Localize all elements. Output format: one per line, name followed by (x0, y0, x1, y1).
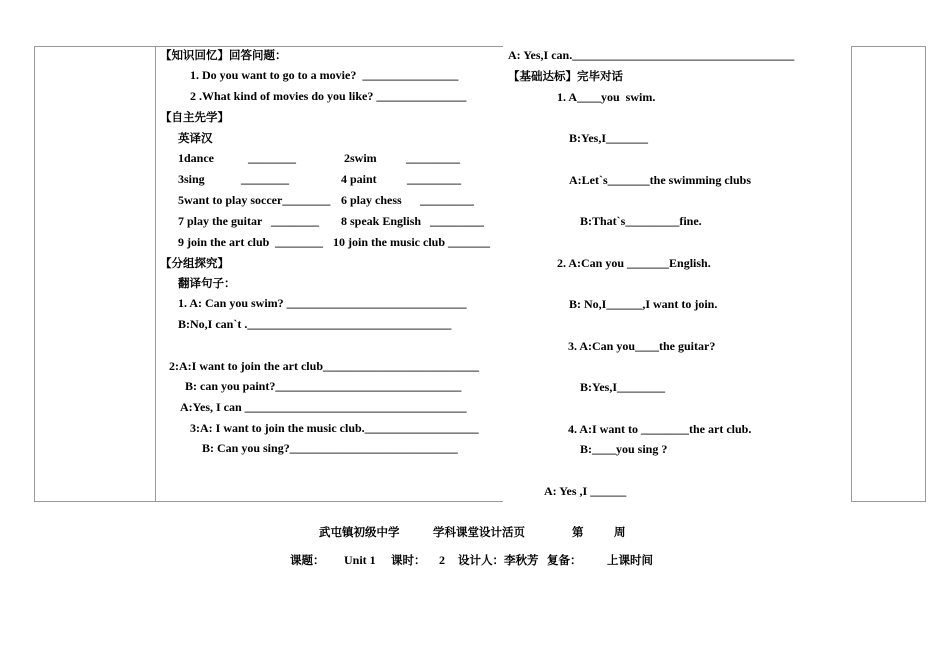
page-title: 学科课堂设计活页 (433, 525, 525, 539)
vocab-7-word: 7 play the guitar (178, 214, 263, 228)
top-rule (155, 46, 503, 47)
right-border-box (851, 46, 926, 502)
sentence-2c: A:Yes, I can _____________________________________ (180, 400, 467, 414)
review-question-1: 1. Do you want to go to a movie? ________________ (190, 68, 459, 82)
unit-value: Unit 1 (344, 553, 376, 567)
vocab-4-word: 4 paint (341, 172, 377, 186)
dialog-3b: B:Yes,I________ (580, 380, 666, 394)
dialog-3a: 3. A:Can you____the guitar? (568, 339, 716, 353)
dialog-1a: 1. A____you swim. (557, 90, 656, 104)
left-border-box (34, 46, 156, 502)
group-heading: 【分组探究】 (160, 256, 229, 270)
translate-label: 英译汉 (178, 131, 213, 145)
school-name: 武屯镇初级中学 (319, 525, 400, 539)
dialog-2a: 2. A:Can you _______English. (557, 256, 711, 270)
class-time-label: 上课时间 (607, 553, 653, 567)
right-top-line: A: Yes,I can._____________________________________ (508, 48, 795, 62)
vocab-4-blank: _________ (407, 172, 461, 186)
bottom-rule (155, 501, 503, 502)
vocab-9-word: 9 join the art club (178, 235, 270, 249)
basic-heading: 【基础达标】完毕对话 (508, 69, 623, 83)
dialog-4b: B:____you sing ? (580, 442, 668, 456)
vocab-3-word: 3sing (178, 172, 205, 186)
vocab-2-blank: _________ (406, 151, 460, 165)
dialog-2b: B: No,I______,I want to join. (569, 297, 718, 311)
review-label: 复备： (547, 553, 582, 567)
vocab-7-blank: ________ (271, 214, 319, 228)
vocab-6-blank: _________ (420, 193, 474, 207)
sentence-1b: B:No,I can`t .__________________________________ (178, 317, 452, 331)
sentence-2a: 2:A:I want to join the art club__________________________ (169, 359, 479, 373)
vocab-5-word: 5want to play soccer________ (178, 193, 331, 207)
review-question-2: 2 .What kind of movies do you like? _______________ (190, 89, 467, 103)
vocab-9-blank: ________ (275, 235, 323, 249)
sentence-1a: 1. A: Can you swim? ______________________________ (178, 296, 467, 310)
vocab-8-word: 8 speak English (341, 214, 422, 228)
vocab-1-word: 1dance (178, 151, 214, 165)
vocab-8-blank: _________ (430, 214, 484, 228)
sentence-3a: 3:A: I want to join the music club.___________________ (190, 421, 479, 435)
dialog-4a: 4. A:I want to ________the art club. (568, 422, 752, 436)
vocab-3-blank: ________ (241, 172, 289, 186)
dialog-1c: A:Let`s_______the swimming clubs (569, 173, 751, 187)
review-heading: 【知识回忆】回答问题： (160, 48, 287, 62)
self-study-heading: 【自主先学】 (160, 110, 229, 124)
vocab-1-blank: ________ (248, 151, 296, 165)
period-label: 课时： (391, 553, 426, 567)
week-di: 第 (572, 525, 584, 539)
designer: 设计人：李秋芳 (458, 553, 539, 567)
dialog-4c: A: Yes ,I ______ (544, 484, 627, 498)
sentence-2b: B: can you paint?_______________________________ (185, 379, 462, 393)
period-value: 2 (439, 553, 445, 567)
translate-sentences-label: 翻译句子： (178, 276, 236, 290)
vocab-2-word: 2swim (344, 151, 377, 165)
vocab-6-word: 6 play chess (341, 193, 402, 207)
vocab-10-word: 10 join the music club _______ (333, 235, 491, 249)
dialog-1d: B:That`s_________fine. (580, 214, 702, 228)
dialog-1b: B:Yes,I_______ (569, 131, 649, 145)
sentence-3b: B: Can you sing?____________________________ (202, 441, 458, 455)
topic-label: 课题： (290, 553, 325, 567)
week-zhou: 周 (614, 525, 626, 539)
